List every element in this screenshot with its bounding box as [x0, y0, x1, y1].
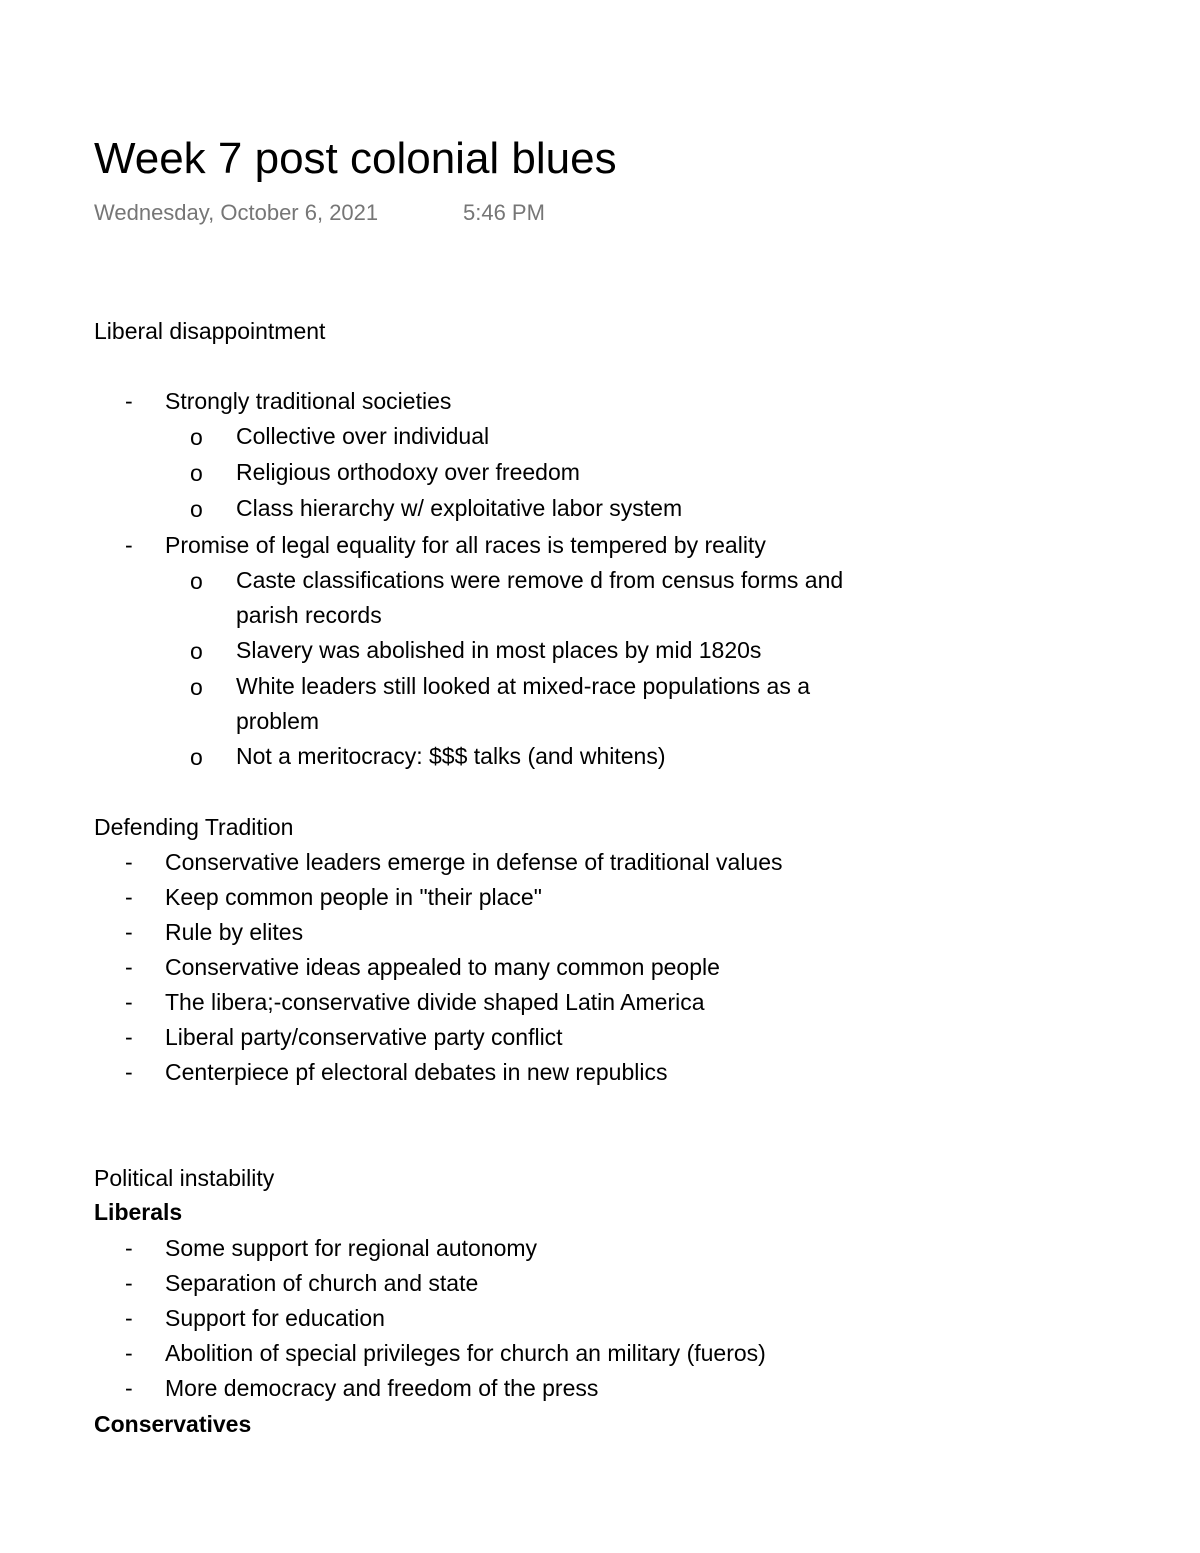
bullet-text: Centerpiece pf electoral debates in new republics	[165, 1059, 668, 1085]
bullet-dash: -	[125, 849, 133, 875]
bullet-text: Abolition of special privileges for church an military (fueros)	[165, 1340, 766, 1366]
bullet-text: Promise of legal equality for all races is tempered by reality	[165, 532, 766, 558]
note-time: 5:46 PM	[463, 200, 545, 225]
note-meta	[94, 198, 545, 228]
bullet-text: Keep common people in "their place"	[165, 884, 542, 910]
bullet-dash: -	[125, 989, 133, 1015]
sub-bullet-text: White leaders still looked at mixed-race populations as a	[236, 673, 811, 699]
bullet-text: Conservative ideas appealed to many common people	[165, 954, 720, 980]
section-heading-political-instability: Political instability	[94, 1165, 275, 1191]
bullet-text: Conservative leaders emerge in defense of traditional values	[165, 849, 783, 875]
bullet-text: Liberal party/conservative party conflict	[165, 1024, 563, 1050]
section-heading-liberal-disappointment: Liberal disappointment	[94, 318, 326, 344]
section-heading-defending-tradition: Defending Tradition	[94, 814, 294, 840]
note-date: Wednesday, October 6, 2021	[94, 200, 379, 225]
sub-bullet-text: Collective over individual	[236, 423, 490, 449]
sub-bullet-text-continued: problem	[236, 708, 320, 734]
bullet-dash: -	[125, 919, 133, 945]
sub-bullet-circle: o	[190, 460, 203, 486]
subheading-liberals: Liberals	[94, 1199, 183, 1225]
sub-bullet-circle: o	[190, 638, 203, 664]
bullet-dash: -	[125, 388, 133, 414]
bullet-text: Rule by elites	[165, 919, 304, 945]
bullet-dash: -	[125, 1305, 133, 1331]
bullet-dash: -	[125, 954, 133, 980]
page-title: Week 7 post colonial blues	[94, 134, 617, 183]
sub-bullet-circle: o	[190, 568, 203, 594]
sub-bullet-circle: o	[190, 744, 203, 770]
sub-bullet-circle: o	[190, 424, 203, 450]
sub-bullet-text: Class hierarchy w/ exploitative labor system	[236, 495, 683, 521]
sub-bullet-text: Slavery was abolished in most places by mid 1820s	[236, 637, 762, 663]
bullet-dash: -	[125, 1340, 133, 1366]
bullet-dash: -	[125, 532, 133, 558]
sub-bullet-circle: o	[190, 674, 203, 700]
sub-bullet-circle: o	[190, 496, 203, 522]
bullet-text: Support for education	[165, 1305, 385, 1331]
bullet-text: Separation of church and state	[165, 1270, 479, 1296]
bullet-dash: -	[125, 1235, 133, 1261]
bullet-text: More democracy and freedom of the press	[165, 1375, 599, 1401]
bullet-text: The libera;-conservative divide shaped Latin America	[165, 989, 705, 1015]
bullet-dash: -	[125, 1270, 133, 1296]
sub-bullet-text: Caste classifications were remove d from census forms and	[236, 567, 844, 593]
bullet-dash: -	[125, 1375, 133, 1401]
sub-bullet-text-continued: parish records	[236, 602, 382, 628]
bullet-dash: -	[125, 884, 133, 910]
bullet-dash: -	[125, 1024, 133, 1050]
sub-bullet-text: Religious orthodoxy over freedom	[236, 459, 580, 485]
bullet-text: Some support for regional autonomy	[165, 1235, 538, 1261]
bullet-text: Strongly traditional societies	[165, 388, 452, 414]
sub-bullet-text: Not a meritocracy: $$$ talks (and whitens)	[236, 743, 666, 769]
subheading-conservatives: Conservatives	[94, 1411, 252, 1437]
bullet-dash: -	[125, 1059, 133, 1085]
